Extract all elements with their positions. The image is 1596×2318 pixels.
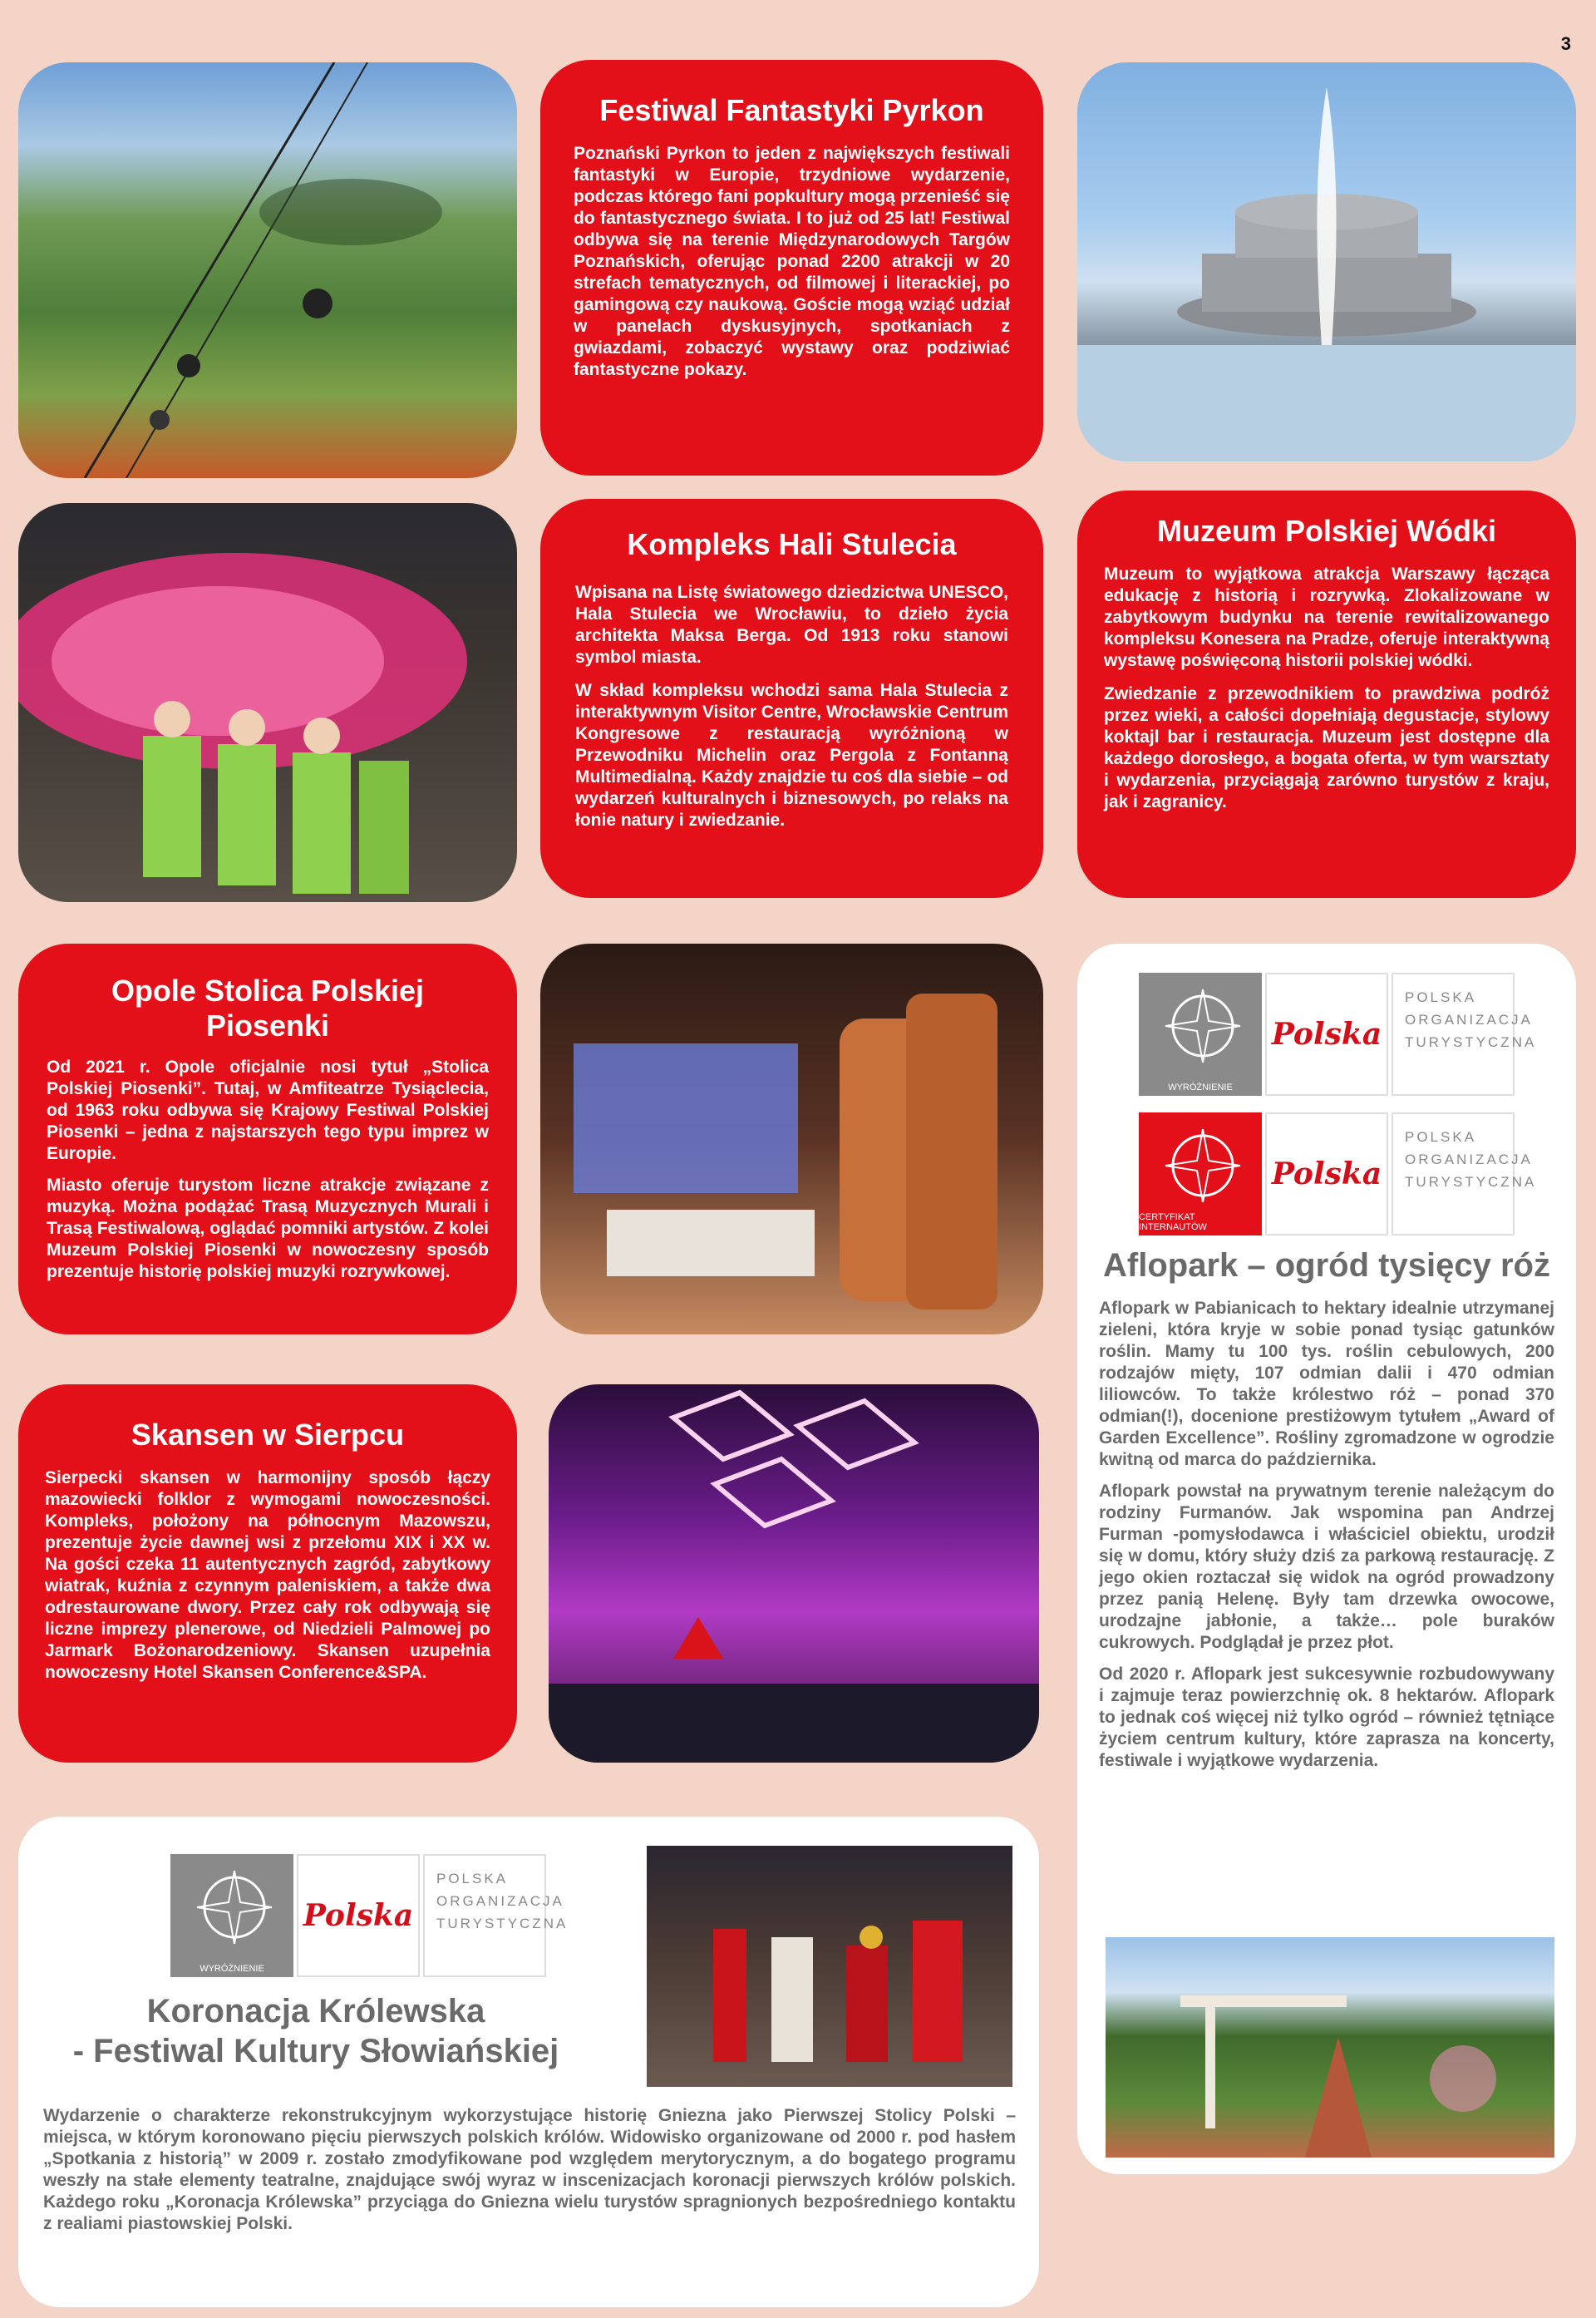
- award-badge-wyroznienie: [1125, 973, 1262, 1096]
- fan-dance-photo: [18, 503, 517, 902]
- aflopark-text: [1099, 1247, 1554, 1772]
- page-number: 3: [1560, 33, 1571, 54]
- skansen-text: Sierpecki skansen w harmonijny sposób łączy mazowiecki folklor z wymogami nowoczesności. Kompleks, położony na północnym Mazowszu, prezentuje życie dawnej wsi z przełomu XIX i XX w. Na gości czeka 11 autentycznych zagród, zabytkowy wiatrak, kuźnia z czynnym paleniskiem, a także dwa odrestaurowane dwory. Przez cały rok odbywają się liczne imprezy plenerowe, od Niedzieli Palmowej po Jarmark Bożonarodzeniowy. Skansen uzupełnia nowoczesny Hotel Skansen Conference&SPA.: [45, 1468, 490, 1682]
- opole-text-2: Miasto oferuje turystom liczne atrakcje związane z muzyką. Można podążać Trasą Muzycznych Murali i Trasą Festiwalową, oglądać pomniki artystów. Z kolei Muzeum Polskiej Piosenki w nowoczesny sposób prezentuje historię polskiej muzyki rozrywkowej.: [47, 1176, 489, 1281]
- wodka-text-2: Zwiedzanie z przewodnikiem to prawdziwa podróż przez wieki, a całości dopełniają degustacje, stylowy koktajl bar i restauracja. Muzeum jest dostępne dla każdego dorosłego, a bogata oferta, w tym warsztaty i wydarzenia, przyciągają zarówno turystów z kraju, jak i zagranicy.: [1104, 684, 1549, 811]
- pot-logo-3: POLSKA ORGANIZACJA TURYSTYCZNA: [423, 1854, 546, 1977]
- award-badge-koronacja: [156, 1854, 293, 1977]
- pot-logo-2: POLSKA ORGANIZACJA TURYSTYCZNA: [1392, 1112, 1515, 1235]
- pyrkon-card: [540, 60, 1043, 476]
- hala-text-2: W skład kompleksu wchodzi sama Hala Stulecia z interaktywnym Visitor Centre, Wrocławskie Centrum Kongresowe z restauracją wyróżnioną w Przewodniku Michelin oraz Pergola z Fontanną Multimedialną. Każdy znajdzie tu coś dla siebie – od wydarzeń kulturalnych i biznesowych, po relaks na łonie natury i zwiedzanie.: [575, 681, 1008, 830]
- pot-logo-1: POLSKA ORGANIZACJA TURYSTYCZNA: [1392, 973, 1515, 1096]
- koronacja-text: Wydarzenie o charakterze rekonstrukcyjnym wykorzystujące historię Gniezna jako Pierwszej Stolicy Polski – miejsca, w którym koronowano pięciu pierwszych polskich królów. Widowisko organizowane od 2000 r. pod hasłem „Spotkania z historią” w 2009 r. zostało zmodyfikowane pod względem merytorycznym, a do bogatego programu weszły na stałe elementy teatralne, znajdujące swój wyraz w inscenizacjach koronacji pierwszych królów polskich. Każdego roku „Koronacja Królewska” przyciąga do Gniezna wielu turystów spragnionych bezpośredniego kontaktu z realiami piastowskiej Polski.: [43, 2106, 1016, 2233]
- pyrkon-text: Poznański Pyrkon to jeden z największych festiwali fantastyki w Europie, trzydniowe wydarzenie, podczas którego fani popkultury mogą przenieść się do fantastycznego świata. I to już od 25 lat! Festiwal odbywa się na terenie Międzynarodowych Targów Poznańskich, oferując ponad 2200 atrakcji w 20 strefach tematycznych, od filmowej i literackiej, po gamingową czy naukową. Goście mogą wziąć udział w panelach dyskusyjnych, spotkaniach z gwiazdami, zobaczyć wystawy oraz podziwiać fantastyczne pokazy.: [574, 144, 1010, 379]
- polska-logo-1: Polska: [1265, 973, 1388, 1096]
- wodka-card: [1077, 491, 1576, 898]
- zipline-photo: [18, 62, 517, 478]
- aflopark-garden-photo: [1106, 1937, 1554, 2158]
- aflopark-text-1: Aflopark w Pabianicach to hektary idealnie utrzymanej zieleni, która kryje w sobie ponad tysiąc gatunków roślin. Mamy tu 100 tys. roślin cebulowych, 200 rodzajów mięty, 107 odmian dalii i 470 odmian liliowców. To także królestwo róż – ponad 370 odmian(!), docenione prestiżowym tytułem „Award of Garden Excellence”. Rośliny zgromadzone w ogrodzie kwitną od marca do października.: [1099, 1299, 1554, 1469]
- polska-logo-3: Polska: [297, 1854, 420, 1977]
- opole-text-1: Od 2021 r. Opole oficjalnie nosi tytuł „Stolica Polskiej Piosenki”. Tutaj, w Amfiteatrze Tysiąclecia, od 1963 roku odbywa się Krajowy Festiwal Polskiej Piosenki – jedna z najstarszych tego typu imprez w Europie.: [47, 1058, 489, 1163]
- hala-card: [540, 499, 1043, 898]
- koronacja-photo: [647, 1846, 1012, 2087]
- hala-stulecia-photo: [1077, 62, 1576, 461]
- badge-year: 2025: [1125, 1043, 1141, 1078]
- pyrkon-title: Festiwal Fantastyki Pyrkon: [599, 93, 984, 127]
- skansen-card: [18, 1384, 517, 1763]
- badge-label: WYRÓŻNIENIE: [1168, 1083, 1233, 1092]
- compass-icon: [1157, 984, 1249, 1068]
- aflopark-text-3: Od 2020 r. Aflopark jest sukcesywnie rozbudowywany i zajmuje teraz powierzchnię ok. 8 hektarów. Aflopark to jednak coś więcej niż tylko ogród – również tętniące życiem centrum kultury, które zaprasza na koncerty, festiwale i wyjątkowe wydarzenia.: [1099, 1665, 1554, 1770]
- hala-title: Kompleks Hali Stulecia: [627, 527, 957, 561]
- compass-icon: [189, 1866, 280, 1949]
- skansen-title: Skansen w Sierpcu: [131, 1418, 405, 1452]
- badge-year: 2025: [1125, 1183, 1141, 1217]
- aflopark-title: Aflopark – ogród tysięcy róż: [1103, 1247, 1550, 1284]
- koronacja-title-block: [50, 1991, 582, 2071]
- opole-card: [18, 944, 517, 1334]
- aflopark-text-2: Aflopark powstał na prywatnym terenie należącym do rodziny Furmanów. Jak wspomina pan Andrzej Furman -pomysłodawca i właściciel obiektu, urodził się w domu, który służy dziś za parkową restaurację. Z jego okien roztaczał się widok na ogród prowadzony przez panią Helenę. Były tam drzewka owocowe, urodzajne jabłonie, a także… pole buraków cukrowych. Podglądał je przez płot.: [1099, 1482, 1554, 1652]
- hala-text-1: Wpisana na Listę światowego dziedzictwa UNESCO, Hala Stulecia we Wrocławiu, to dzieło życia architekta Maksa Berga. Od 1913 roku stanowi symbol miasta.: [575, 583, 1008, 667]
- wodka-text-1: Muzeum to wyjątkowa atrakcja Warszawy łącząca edukację z historią i rozrywką. Zlokalizowane w zabytkowym budynku na terenie rewitalizowanego kompleksu Konesera na Pradze, oferuje interaktywną wystawę poświęconą historii polskiej wódki.: [1104, 565, 1549, 670]
- concert-stage-photo: [549, 1384, 1039, 1763]
- wodka-title: Muzeum Polskiej Wódki: [1156, 514, 1497, 548]
- koronacja-title-2: - Festiwal Kultury Słowiańskiej: [72, 2033, 559, 2069]
- compass-icon: [1157, 1124, 1249, 1207]
- wodka-museum-photo: [540, 944, 1043, 1334]
- opole-title: Opole Stolica Polskiej Piosenki: [111, 974, 425, 1043]
- badge-year: 2025: [156, 1925, 173, 1959]
- badge-label: WYRÓŻNIENIE: [200, 1964, 264, 1974]
- koronacja-title-1: Koronacja Królewska: [146, 1993, 485, 2029]
- koronacja-text-block: [43, 2105, 1016, 2235]
- polska-logo-2: Polska: [1265, 1112, 1388, 1235]
- award-badge-certyfikat: [1125, 1112, 1262, 1235]
- badge-label: CERTYFIKAT INTERNAUTÓW: [1139, 1212, 1207, 1232]
